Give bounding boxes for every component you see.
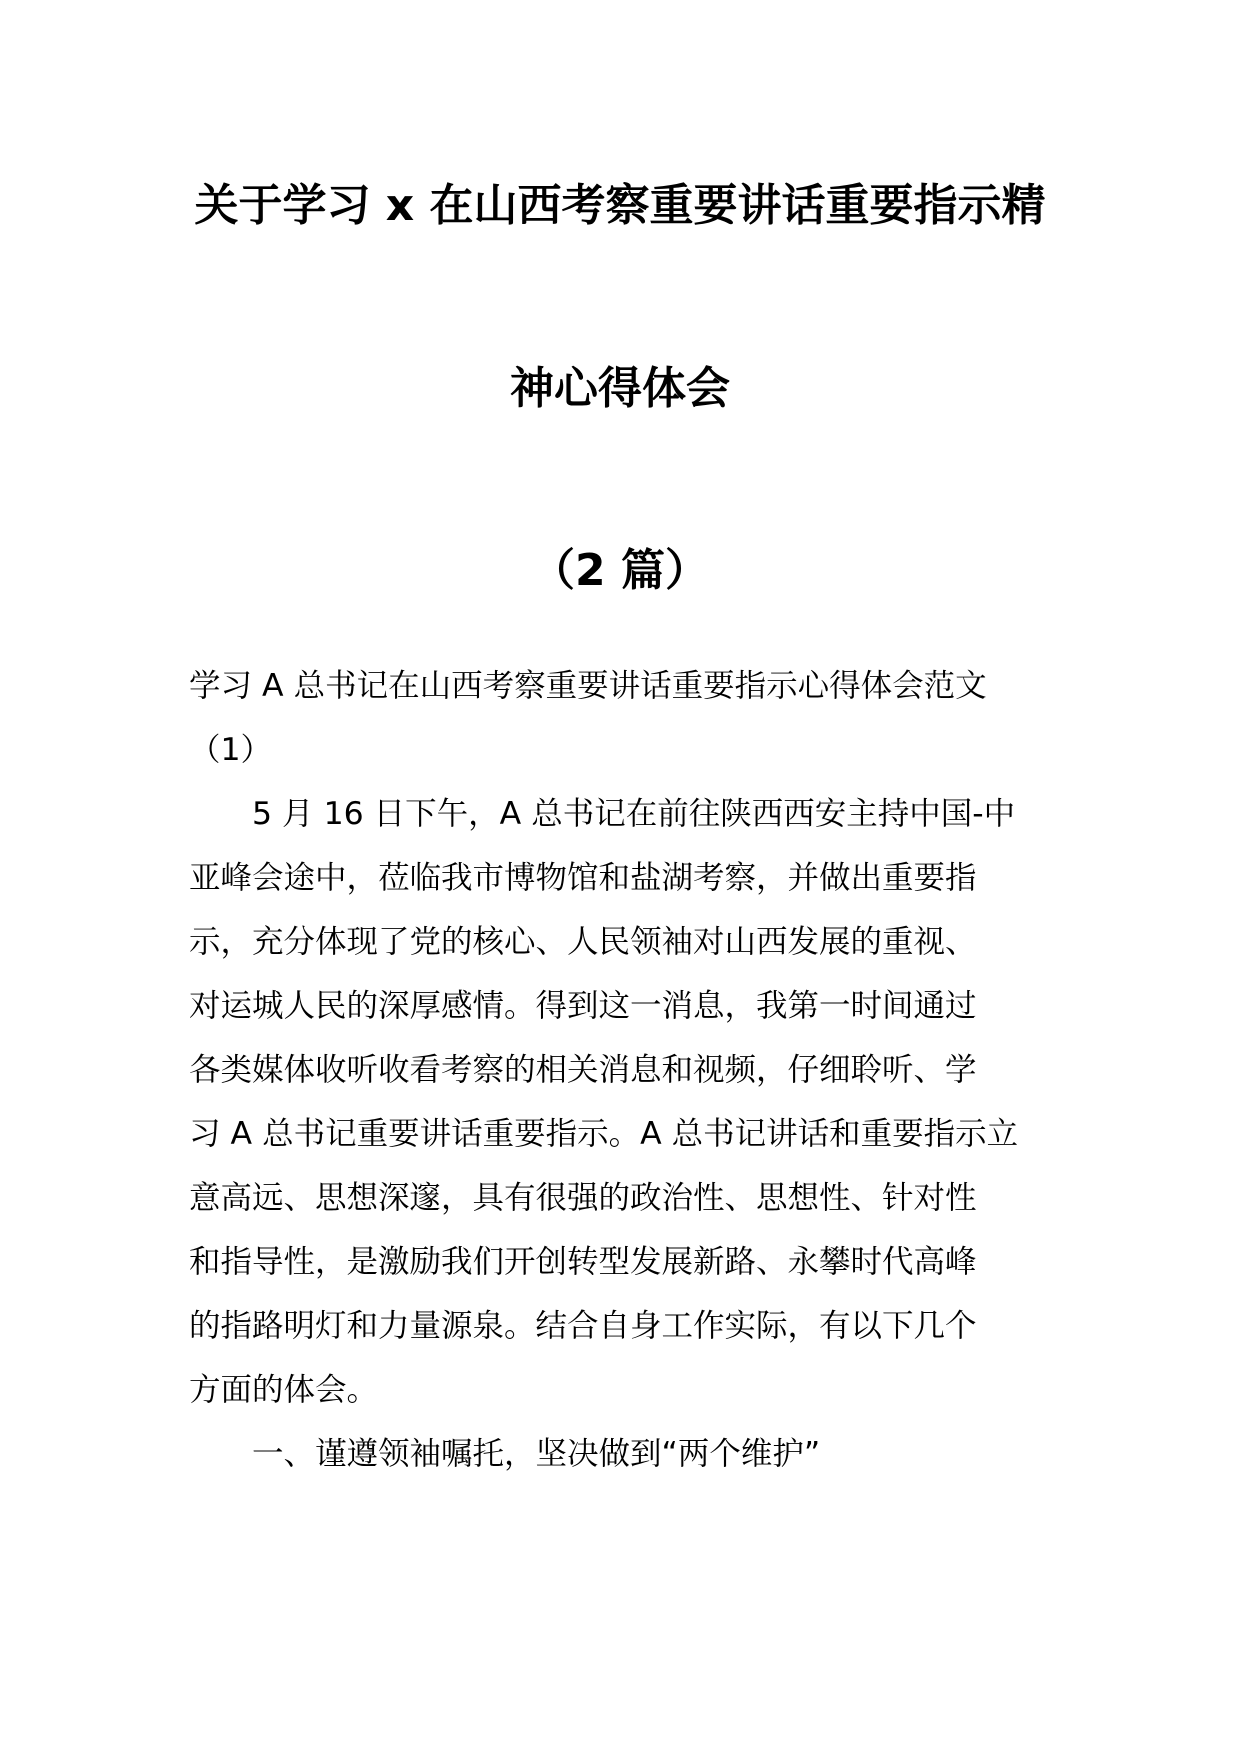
paragraph-line: 的指路明灯和力量源泉。结合自身工作实际，有以下几个 bbox=[189, 1308, 977, 1344]
paragraph-line: 和指导性，是激励我们开创转型发展新路、永攀时代高峰 bbox=[189, 1244, 977, 1280]
document-title-line-1: 关于学习 x 在山西考察重要讲话重要指示精 bbox=[194, 180, 1046, 231]
document-subtitle: （2 篇） bbox=[531, 545, 709, 596]
paragraph-line: 示，充分体现了党的核心、人民领袖对山西发展的重视、 bbox=[189, 924, 977, 960]
document-title-line-2: 神心得体会 bbox=[510, 363, 730, 414]
section-heading-line: 一、谨遵领袖嘱托，坚决做到“两个维护” bbox=[189, 1436, 821, 1472]
paragraph-line: 各类媒体收听收看考察的相关消息和视频，仔细聆听、学 bbox=[189, 1052, 977, 1088]
paragraph-line: 意高远、思想深邃，具有很强的政治性、思想性、针对性 bbox=[189, 1180, 977, 1216]
paragraph-line: 对运城人民的深厚感情。得到这一消息，我第一时间通过 bbox=[189, 988, 977, 1024]
paragraph-line: 亚峰会途中，莅临我市博物馆和盐湖考察，并做出重要指 bbox=[189, 860, 977, 896]
paragraph-line: 习 A 总书记重要讲话重要指示。A 总书记讲话和重要指示立 bbox=[189, 1116, 1019, 1152]
paragraph-line: 5 月 16 日下午，A 总书记在前往陕西西安主持中国-中 bbox=[189, 796, 1016, 832]
paragraph-line: （1） bbox=[189, 732, 273, 768]
paragraph-line: 学习 A 总书记在山西考察重要讲话重要指示心得体会范文 bbox=[189, 668, 987, 704]
paragraph-line: 方面的体会。 bbox=[189, 1372, 379, 1408]
